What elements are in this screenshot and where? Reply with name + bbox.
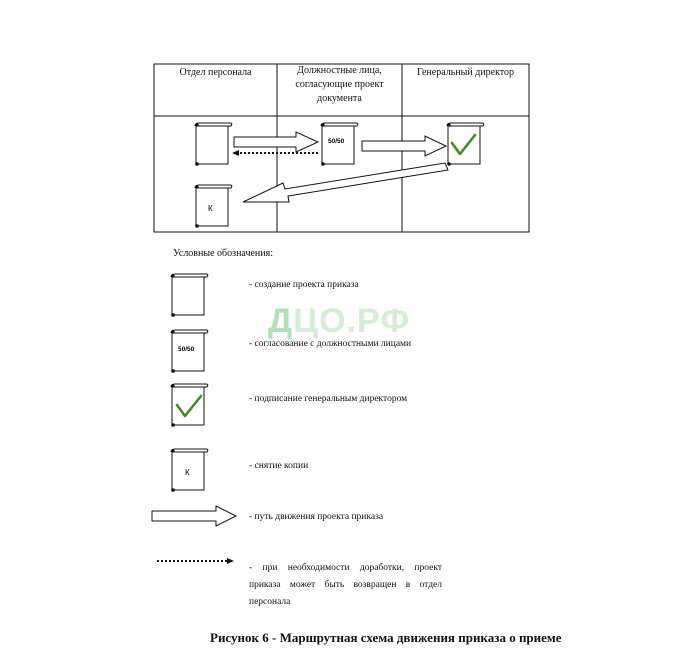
legend-blank-document-icon (171, 274, 208, 317)
signed-document-icon (447, 123, 484, 166)
legend-item-copy: - снятие копии (249, 461, 309, 471)
route-arrow-hr-to-approvers (234, 132, 318, 152)
copy-document-label: К (208, 204, 213, 213)
return-dotted-arrow (232, 150, 318, 156)
legend-title: Условные обозначения: (173, 248, 274, 259)
legend-item-approve: - согласование с должностными лицами (249, 339, 412, 349)
copy-document-icon (195, 185, 232, 228)
legend-signed-document-icon (171, 384, 208, 427)
legend-approval-document-icon (171, 330, 208, 373)
legend-dotted-arrow-icon (157, 558, 234, 564)
figure-caption: Рисунок 6 - Маршрутная схема движения приказа о приеме (210, 630, 562, 645)
watermark: ДЦО.РФ (268, 302, 411, 340)
legend-approval-label: 50/50 (178, 346, 195, 353)
column-header-director: Генеральный директор (416, 67, 515, 78)
approval-document-icon (321, 123, 358, 166)
hr-draft-document-icon (195, 123, 232, 166)
legend-item-sign: - подписание генеральным директором (249, 394, 408, 404)
legend-copy-label: К (185, 468, 190, 477)
legend-item-create: - создание проекта приказа (249, 280, 359, 290)
column-header-approvers: Должностные лица, согласующие проект документа (295, 65, 384, 104)
legend-copy-document-icon (171, 449, 208, 492)
legend-outline-arrow-icon (152, 506, 236, 526)
column-header-hr: Отдел персонала (179, 67, 252, 78)
legend-item-route: - путь движения проекта приказа (249, 512, 384, 522)
route-arrow-director-to-hr (243, 163, 448, 202)
approval-document-label: 50/50 (328, 138, 345, 145)
route-arrow-approvers-to-director (362, 136, 446, 156)
legend-item-return: - при необходимости доработки, проект приказа может быть возвращен в отдел персонала (249, 563, 442, 607)
